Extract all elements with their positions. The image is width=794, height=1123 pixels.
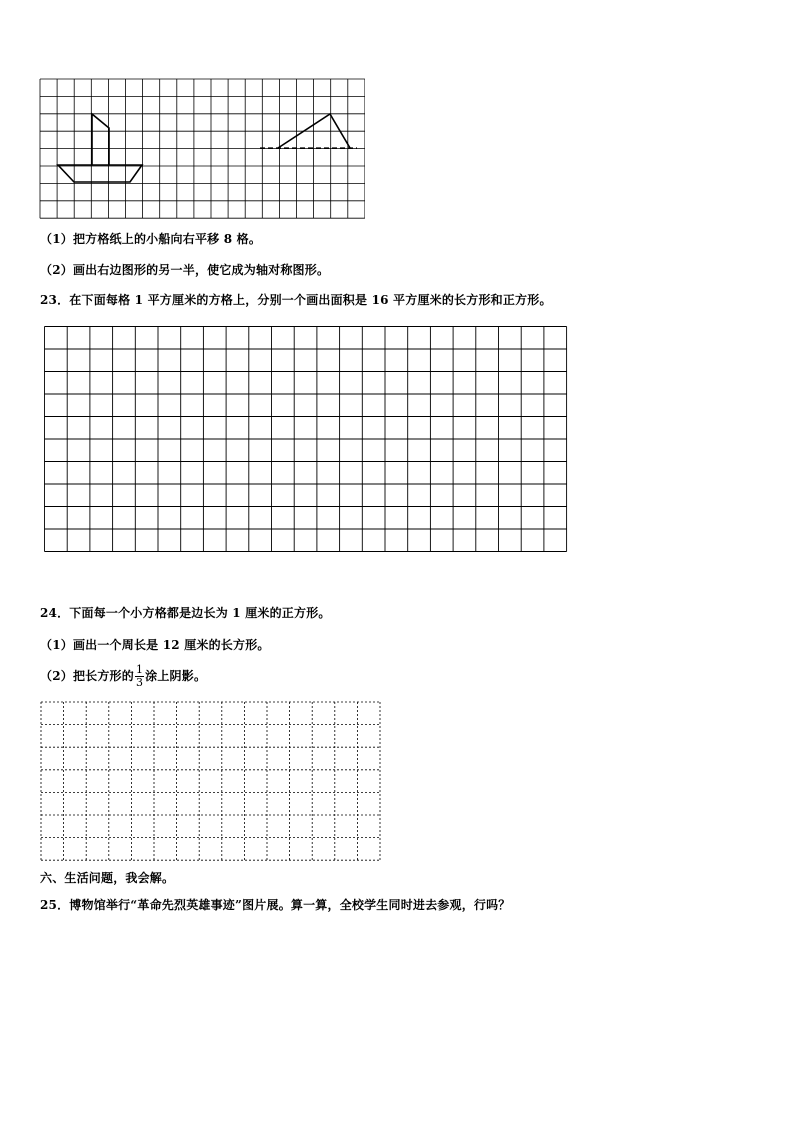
grid-lines [40, 79, 365, 218]
fraction-numerator: 1 [135, 663, 144, 676]
q24-part1: （1）画出一个周长是 12 厘米的长方形。 [40, 638, 270, 652]
q24-text: 24．下面每一个小方格都是边长为 1 厘米的正方形。 [40, 606, 331, 620]
grid-boat-figure [39, 78, 365, 220]
grid-perimeter-drawing [40, 701, 382, 863]
q24-part2-before: （2）把长方形的 [40, 669, 134, 683]
q23-text: 23．在下面每格 1 平方厘米的方格上，分别一个画出面积是 16 平方厘米的长方形和正方形。 [40, 293, 552, 307]
q22-part2: （2）画出右边图形的另一半，使它成为轴对称图形。 [40, 263, 330, 277]
boat-sail [92, 114, 109, 165]
fraction-one-third [135, 664, 144, 689]
section6-heading: 六、生活问题，我会解。 [40, 871, 175, 885]
q25-text: 25．博物馆举行“革命先烈英雄事迹”图片展。算一算，全校学生同时进去参观，行吗？ [40, 898, 511, 912]
grid-lines [41, 702, 380, 860]
grid-lines [45, 327, 567, 552]
q24-part2 [40, 664, 206, 689]
q22-part1: （1）把方格纸上的小船向右平移 8 格。 [40, 232, 262, 246]
grid-area-drawing [44, 326, 568, 553]
boat-hull [58, 165, 142, 182]
fraction-denominator: 3 [135, 676, 144, 689]
q24-part2-after: 涂上阴影。 [145, 669, 207, 683]
